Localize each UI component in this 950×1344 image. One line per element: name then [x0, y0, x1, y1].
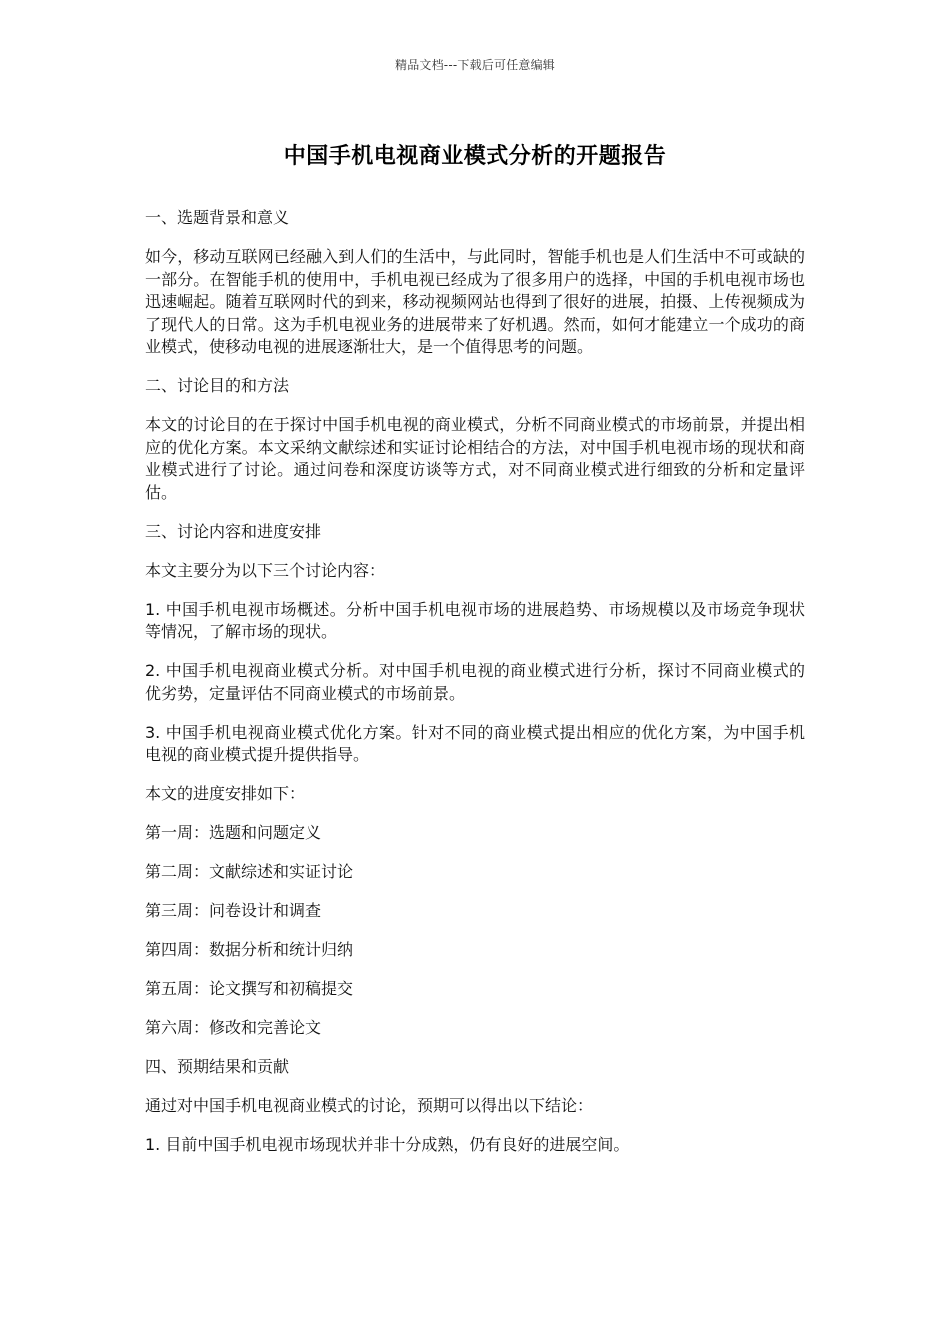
schedule-week-2: 第二周：文献综述和实证讨论: [145, 862, 354, 881]
document-title: 中国手机电视商业模式分析的开题报告: [283, 144, 667, 169]
schedule-week-6: 第六周：修改和完善论文: [145, 1018, 322, 1037]
paragraph-background: 如今，移动互联网已经融入到人们的生活中，与此同时，智能手机也是人们生活中不可或缺的一部分。在智能手机的使用中，手机电视已经成为了很多用户的选择，中国的手机电视市场也迅速崛起。随着互联网时代的到来，移动视频网站也得到了很好的进展，拍摄、上传视频成为了现代人的日常。这为手机电视业务的进展带来了好机遇。然而，如何才能建立一个成功的商业模式，使移动电视的进展逐渐壮大，是一个值得思考的问题。: [145, 247, 805, 356]
section-heading-content-schedule: 三、讨论内容和进度安排: [145, 521, 322, 541]
section-heading-background: 一、选题背景和意义: [145, 208, 290, 227]
document-body: [145, 207, 805, 1173]
header-note: 精品文档---下载后可任意编辑: [395, 58, 555, 72]
section-heading-expected-results: 四、预期结果和贡献: [145, 1057, 290, 1076]
paragraph-purpose-method: 本文的讨论目的在于探讨中国手机电视的商业模式，分析不同商业模式的市场前景，并提出相应的优化方案。本文采纳文献综述和实证讨论相结合的方法，对中国手机电视市场的现状和商业模式进行了讨论。通过问卷和深度访谈等方式，对不同商业模式进行细致的分析和定量评估。: [145, 415, 805, 502]
paragraph-expected-intro: 通过对中国手机电视商业模式的讨论，预期可以得出以下结论：: [145, 1096, 594, 1115]
schedule-week-4: 第四周：数据分析和统计归纳: [145, 940, 354, 959]
paragraph-schedule-intro: 本文的进度安排如下：: [145, 784, 306, 803]
paragraph-content-intro: 本文主要分为以下三个讨论内容：: [145, 560, 386, 580]
schedule-week-1: 第一周：选题和问题定义: [145, 823, 322, 842]
list-item-content-1: 1. 中国手机电视市场概述。分析中国手机电视市场的进展趋势、市场规模以及市场竞争现状等情况，了解市场的现状。: [145, 599, 805, 641]
list-item-content-3: 3. 中国手机电视商业模式优化方案。针对不同的商业模式提出相应的优化方案，为中国手机电视的商业模式提升提供指导。: [145, 722, 805, 764]
schedule-week-5: 第五周：论文撰写和初稿提交: [145, 979, 354, 998]
list-item-content-2: 2. 中国手机电视商业模式分析。对中国手机电视的商业模式进行分析，探讨不同商业模式的优劣势，定量评估不同商业模式的市场前景。: [145, 661, 805, 703]
list-item-result-1: 1. 目前中国手机电视市场现状并非十分成熟，仍有良好的进展空间。: [145, 1135, 630, 1154]
section-heading-purpose-method: 二、讨论目的和方法: [145, 376, 290, 395]
schedule-week-3: 第三周：问卷设计和调查: [145, 901, 322, 920]
